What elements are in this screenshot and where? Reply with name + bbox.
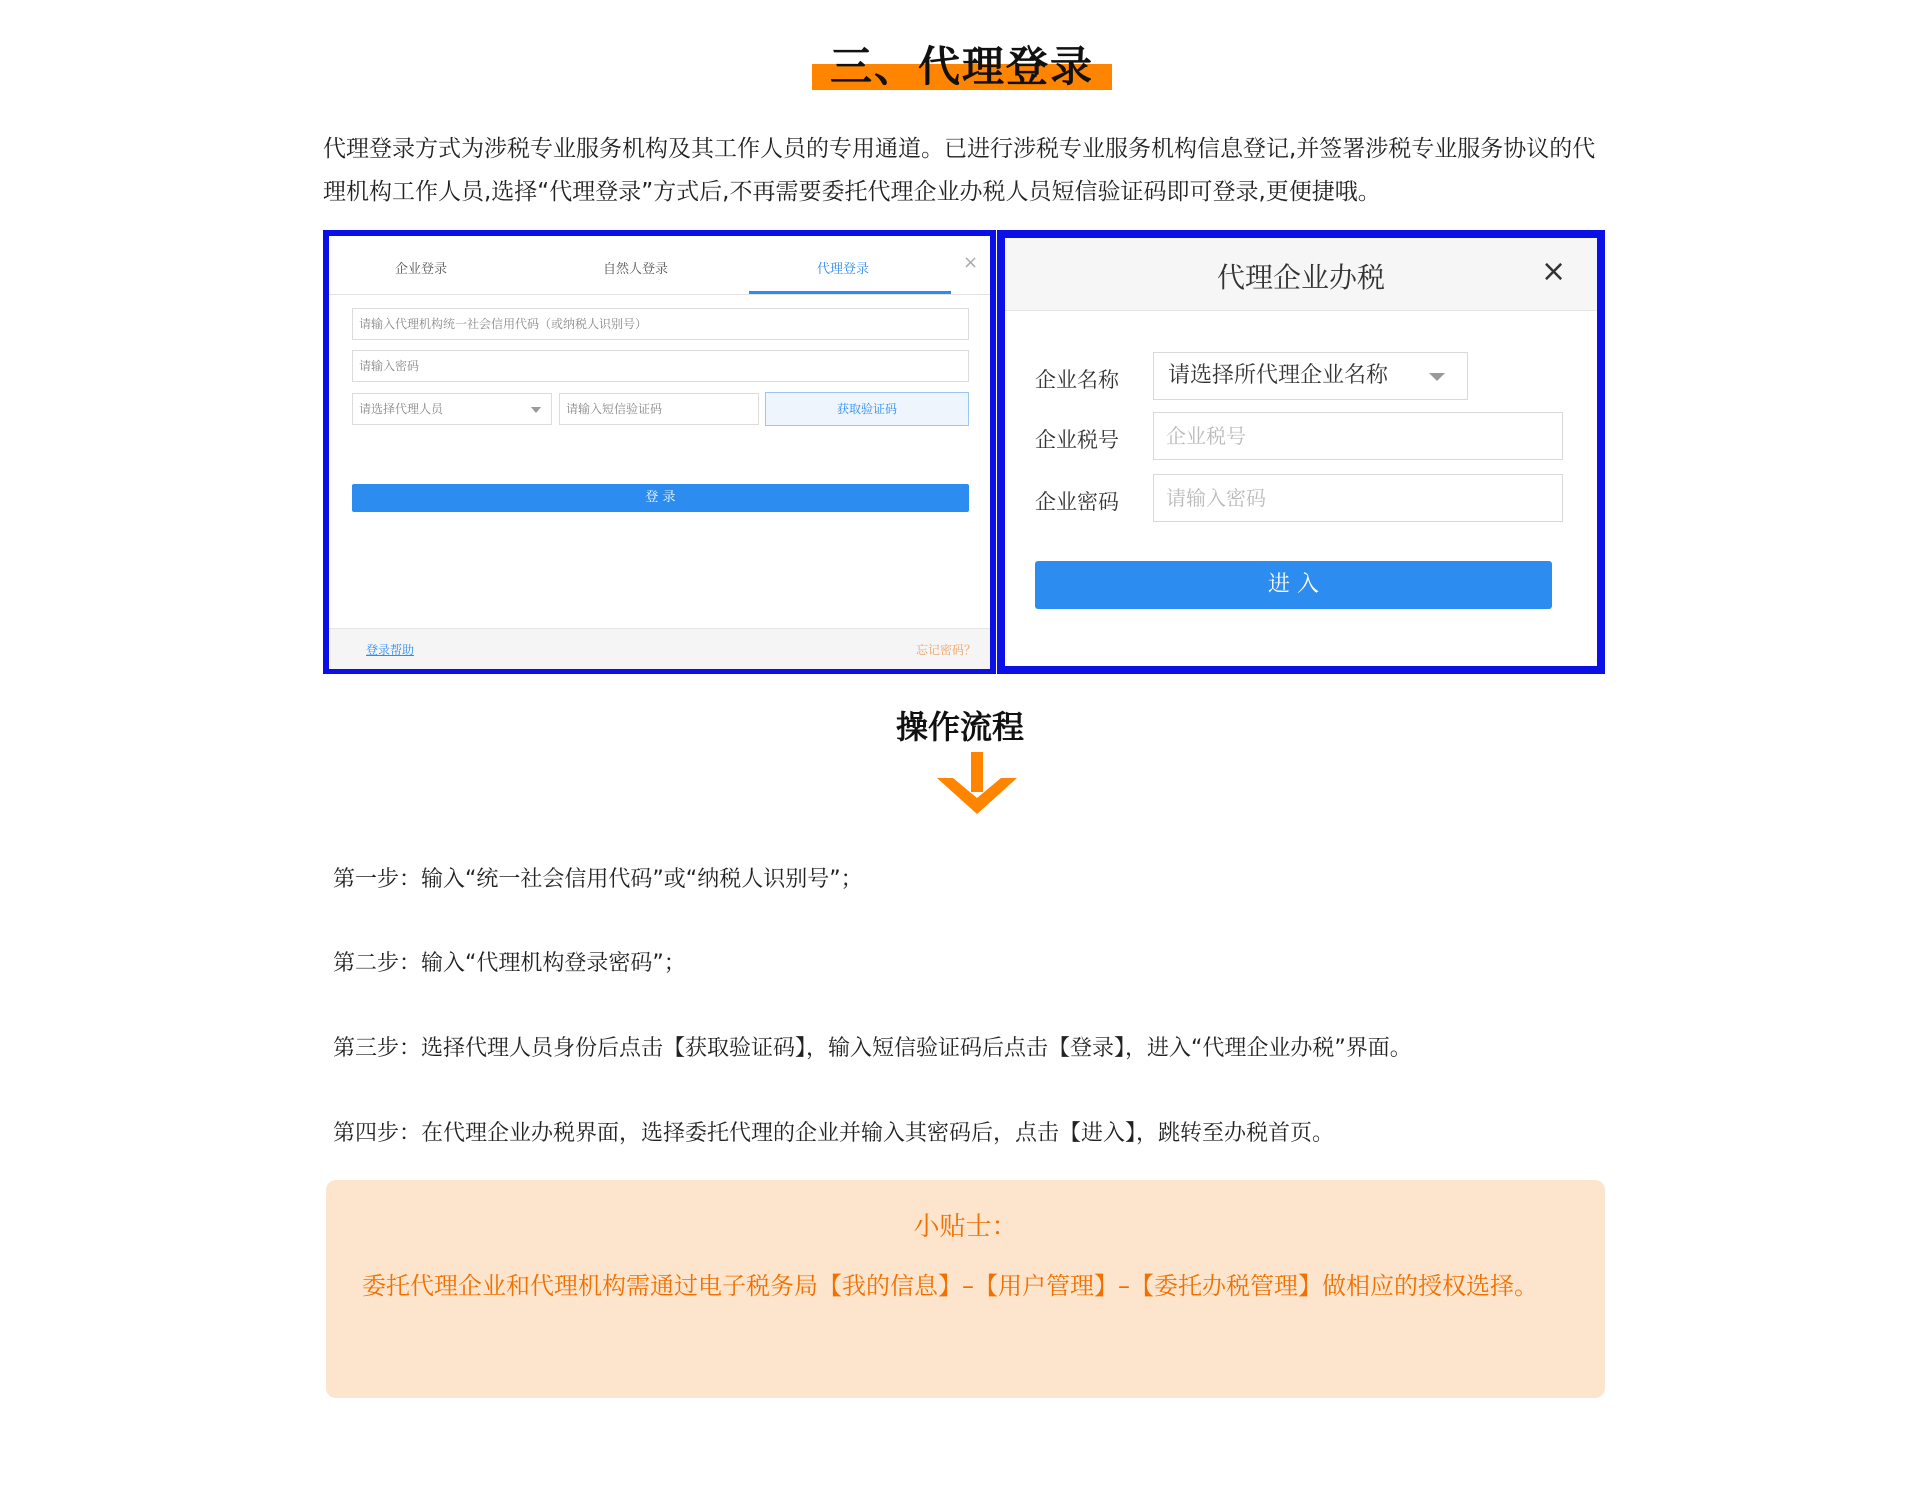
step-2: 第二步：输入“代理机构登录密码”； bbox=[333, 951, 686, 976]
chevron-down-icon bbox=[531, 407, 541, 413]
tip-body: 委托代理企业和代理机构需通过电子税务局【我的信息】–【用户管理】–【委托办税管理】做相应的授权选择。 bbox=[362, 1272, 1538, 1300]
credit-code-input[interactable]: 请输入代理机构统一社会信用代码（或纳税人识别号） bbox=[352, 308, 969, 340]
section-title bbox=[812, 28, 1112, 92]
forgot-password-link[interactable]: 忘记密码？ bbox=[915, 643, 976, 657]
sms-code-input[interactable]: 请输入短信验证码 bbox=[559, 393, 759, 425]
tab-enterprise-login[interactable]: 企业登录 bbox=[395, 262, 448, 277]
close-icon[interactable]: × bbox=[963, 252, 979, 273]
tip-box bbox=[326, 1180, 1605, 1398]
intro-paragraph: 代理登录方式为涉税专业服务机构及其工作人员的专用通道。已进行涉税专业服务机构信息登记,并签署涉税专业服务协议的代理机构工作人员,选择“代理登录”方式后,不再需要委托代理企业办税人员短信验证码即可登录,更便捷哦。 bbox=[323, 136, 1596, 205]
dialog-title: 代理企业办税 bbox=[1216, 261, 1385, 294]
down-arrow-icon bbox=[937, 752, 1017, 814]
active-tab-underline bbox=[749, 291, 951, 294]
password-input[interactable]: 请输入密码 bbox=[352, 350, 969, 382]
login-button[interactable]: 登 录 bbox=[352, 484, 969, 512]
tax-id-label: 企业税号 bbox=[1035, 428, 1119, 452]
enter-button[interactable]: 进 入 bbox=[1035, 561, 1552, 609]
agent-select[interactable] bbox=[352, 393, 552, 425]
login-help-link[interactable]: 登录帮助 bbox=[366, 643, 415, 657]
company-password-input[interactable]: 请输入密码 bbox=[1153, 474, 1563, 522]
login-panel-screenshot bbox=[323, 230, 996, 674]
company-password-label: 企业密码 bbox=[1035, 490, 1119, 514]
tab-person-login[interactable]: 自然人登录 bbox=[603, 262, 669, 277]
flow-title: 操作流程 bbox=[895, 708, 1024, 746]
company-name-select-value: 请选择所代理企业名称 bbox=[1168, 363, 1389, 388]
company-name-label: 企业名称 bbox=[1035, 368, 1119, 392]
company-name-select[interactable] bbox=[1153, 352, 1468, 400]
tip-title: 小贴士： bbox=[913, 1212, 1018, 1242]
tab-agent-login[interactable]: 代理登录 bbox=[817, 262, 870, 277]
get-code-button[interactable]: 获取验证码 bbox=[765, 392, 969, 426]
tax-id-input[interactable]: 企业税号 bbox=[1153, 412, 1563, 460]
dialog-header bbox=[1005, 238, 1597, 311]
step-4: 第四步：在代理企业办税界面，选择委托代理的企业并输入其密码后，点击【进入】，跳转至办税首页。 bbox=[333, 1121, 1335, 1146]
agent-dialog-screenshot bbox=[997, 230, 1605, 674]
login-tabs bbox=[329, 236, 990, 295]
agent-select-value: 请选择代理人员 bbox=[359, 402, 444, 416]
chevron-down-icon bbox=[1429, 373, 1445, 381]
login-footer bbox=[329, 628, 990, 669]
close-icon[interactable]: × bbox=[1541, 254, 1567, 289]
step-1: 第一步：输入“统一社会信用代码”或“纳税人识别号”； bbox=[333, 867, 863, 892]
step-3: 第三步：选择代理人员身份后点击【获取验证码】，输入短信验证码后点击【登录】，进入“代理企业办税”界面。 bbox=[333, 1036, 1412, 1061]
section-title-text: 三、代理登录 bbox=[829, 42, 1094, 91]
